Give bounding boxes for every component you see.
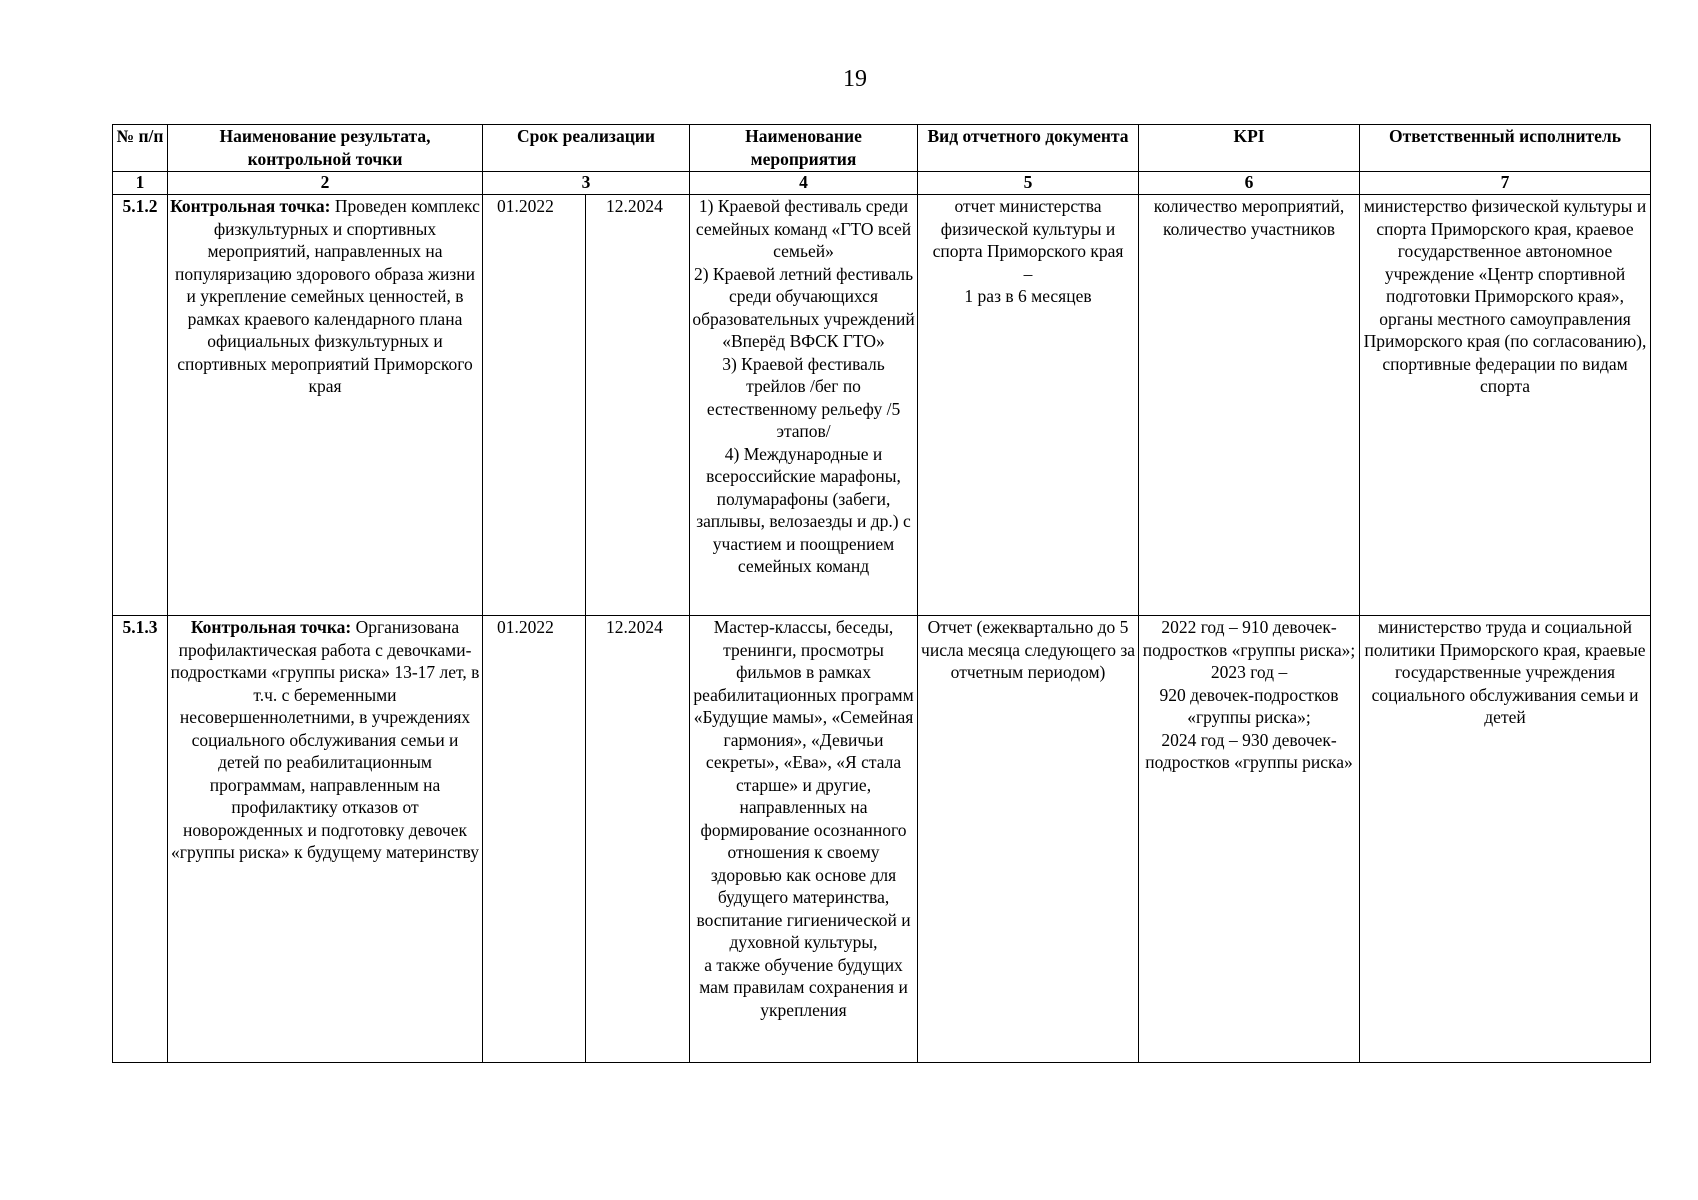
kpi-line: 2024 год – 930 девочек-подростков «группы риска»: [1145, 729, 1353, 772]
event-cell: [690, 616, 918, 1063]
column-number-row: [113, 172, 1651, 195]
event-line: 2) Краевой летний фестиваль среди обучающихся образовательных учреждений «Вперёд ВФСК ГТО»: [692, 263, 915, 351]
kpi-line: 2023 год –: [1210, 662, 1288, 682]
report-line: Отчет (ежеквартально до 5 числа месяца следующего за отчетным периодом): [921, 617, 1135, 682]
row-index: 5.1.2: [113, 195, 168, 616]
row-index: 5.1.3: [113, 616, 168, 1063]
result-lead: Контрольная точка:: [190, 617, 352, 637]
responsible-cell: министерство физической культуры и спорта Приморского края, краевое государственное автономное учреждение «Центр спортивной подготовки Приморского края», органы местного самоуправления Приморского края (по согласованию), спортивные федерации по видам спорта: [1360, 195, 1651, 616]
column-number: 6: [1139, 172, 1360, 195]
kpi-line: 2022 год – 910 девочек-подростков «группы риска»;: [1142, 617, 1356, 660]
event-cell: [690, 195, 918, 616]
event-line: а также обучение будущих мам правилам сохранения и укрепления: [699, 954, 908, 1020]
page-number: 19: [843, 66, 867, 92]
column-number: 2: [168, 172, 483, 195]
plan-table: [112, 124, 1651, 1063]
header-number: № п/п: [113, 125, 168, 172]
event-line: 3) Краевой фестиваль трейлов /бег по естественному рельефу /5 этапов/: [706, 353, 901, 441]
report-cell: [918, 616, 1139, 1063]
table-row: [113, 195, 1651, 616]
result-cell: [168, 195, 483, 616]
header-kpi: KPI: [1139, 125, 1360, 172]
report-line: отчет министерства физической культуры и спорта Приморского края: [932, 196, 1124, 261]
result-text: Организована профилактическая работа с девочками-подростками «группы риска» 13-17 лет, в т.ч. с беременными несовершеннолетними, в учреждениях социального обслуживания семьи и детей по реабилитационным программам, направленным на профилактику отказов от новорожденных и подготовку девочек «группы риска» к будущему материнству: [170, 617, 480, 862]
table-row: [113, 616, 1651, 1063]
header-result: Наименование результата, контрольной точки: [168, 125, 483, 172]
result-cell: [168, 616, 483, 1063]
event-line: 1) Краевой фестиваль среди семейных команд «ГТО всей семьей»: [695, 196, 912, 261]
event-line: 4) Международные и всероссийские марафоны, полумарафоны (забеги, заплывы, велозаезды и др.) с участием и поощрением семейных команд: [696, 443, 911, 576]
end-date: 12.2024: [586, 616, 690, 1063]
column-number: 1: [113, 172, 168, 195]
kpi-line: 920 девочек-подростков «группы риска»;: [1159, 684, 1339, 727]
report-cell: [918, 195, 1139, 616]
header-responsible: Ответственный исполнитель: [1360, 125, 1651, 172]
event-line: Мастер-классы, беседы, тренинги, просмотры фильмов в рамках реабилитационных программ «Будущие мамы», «Семейная гармония», «Девичьи секреты», «Ева», «Я стала старше» и другие, направленных на формирование осознанного отношения к своему здоровью как основе для будущего материнства, воспитание гигиенической и духовной культуры,: [693, 617, 914, 952]
column-number: 5: [918, 172, 1139, 195]
kpi-cell: [1139, 616, 1360, 1063]
responsible-cell: министерство труда и социальной политики Приморского края, краевые государственные учреждения социального обслуживания семьи и детей: [1360, 616, 1651, 1063]
kpi-line: количество мероприятий, количество участников: [1153, 196, 1345, 239]
start-date: 01.2022: [483, 195, 586, 616]
report-line: 1 раз в 6 месяцев: [964, 286, 1092, 306]
column-number: 7: [1360, 172, 1651, 195]
header-event: Наименование мероприятия: [690, 125, 918, 172]
start-date: 01.2022: [483, 616, 586, 1063]
result-text: Проведен комплекс физкультурных и спортивных мероприятий, направленных на популяризацию здорового образа жизни и укрепление семейных ценностей, в рамках краевого календарного плана официальных физкультурных и спортивных мероприятий Приморского края: [174, 196, 480, 396]
column-number: 4: [690, 172, 918, 195]
header-report: Вид отчетного документа: [918, 125, 1139, 172]
column-number: 3: [483, 172, 690, 195]
report-line: –: [1023, 263, 1033, 284]
result-lead: Контрольная точка:: [170, 196, 331, 216]
end-date: 12.2024: [586, 195, 690, 616]
header-row: [113, 125, 1651, 172]
kpi-cell: [1139, 195, 1360, 616]
header-period: Срок реализации: [483, 125, 690, 172]
